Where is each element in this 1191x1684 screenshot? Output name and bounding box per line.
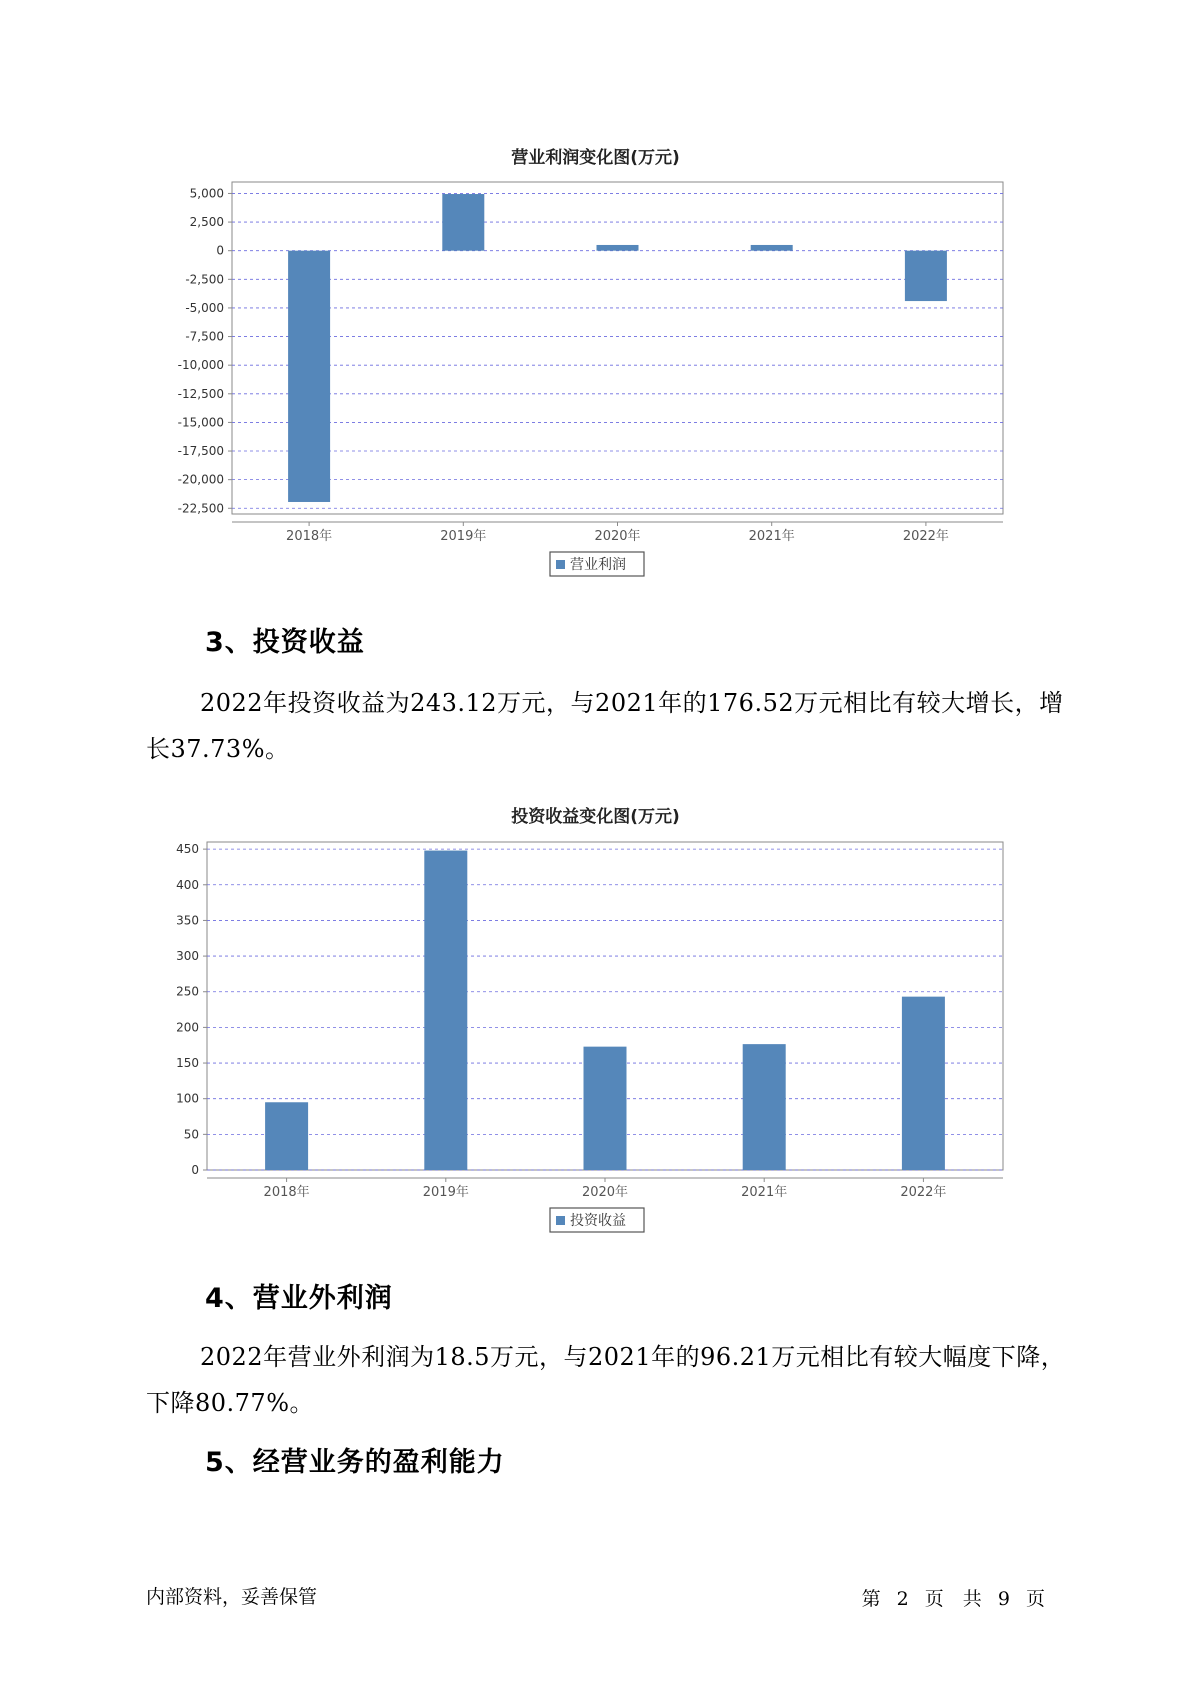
y-tick-label: 0 [191,1163,199,1177]
y-tick-label: 5,000 [189,186,224,201]
y-tick-label: -7,500 [185,329,224,344]
y-tick-label: 350 [176,913,199,928]
bar-2021年 [743,1044,786,1170]
y-tick-label: 250 [176,984,199,999]
footer-current-page: 2 [896,1588,909,1610]
y-tick-label: 200 [176,1020,199,1035]
bar-2021年 [751,245,793,251]
x-tick-label: 2022年 [902,529,949,544]
chart-title-investment-income: 投资收益变化图(万元) [511,807,680,827]
bar-2020年 [597,245,639,251]
legend-label: 投资收益 [570,1213,626,1229]
bar-2020年 [584,1047,627,1170]
x-tick-label: 2018年 [286,529,333,544]
y-tick-label: 450 [176,842,199,857]
section-4-paragraph: 2022年营业外利润为18.5万元，与2021年的96.21万元相比有较大幅度下降，下降80.77%。 [146,1343,1066,1417]
y-tick-label: -5,000 [185,300,224,315]
footer-confidential-note: 内部资料，妥善保管 [146,1586,318,1608]
y-tick-label: -2,500 [185,272,224,287]
y-tick-label: -10,000 [177,358,224,373]
y-tick-label: 300 [176,949,199,964]
bar-2019年 [424,851,467,1170]
section-3-heading: 3、投资收益 [205,627,365,658]
investment-income-chart [0,830,1191,1250]
bar-2022年 [905,251,947,301]
footer-page-suffix: 页 [1025,1588,1045,1610]
y-tick-label: -12,500 [177,386,224,401]
section-5-heading: 5、经营业务的盈利能力 [205,1447,505,1478]
x-tick-label: 2022年 [900,1185,947,1200]
footer-page-number [856,1584,1045,1611]
chart-title-operating-profit: 营业利润变化图(万元) [511,148,680,168]
bar-2018年 [265,1102,308,1170]
bar-2022年 [902,997,945,1170]
y-tick-label: -15,000 [177,415,224,430]
x-tick-label: 2019年 [440,529,487,544]
footer-page-prefix: 第 [861,1588,881,1610]
footer-page-mid: 页 共 [924,1588,982,1610]
x-tick-label: 2021年 [741,1185,788,1200]
y-tick-label: 100 [176,1091,199,1106]
legend-label: 营业利润 [570,557,626,573]
x-tick-label: 2019年 [422,1185,469,1200]
bar-2019年 [442,194,484,251]
section-4-heading: 4、营业外利润 [205,1283,393,1314]
x-tick-label: 2020年 [581,1185,629,1200]
y-tick-label: 400 [176,877,199,892]
bar-2018年 [288,251,330,502]
operating-profit-chart [0,170,1191,590]
y-tick-label: -17,500 [177,444,224,459]
y-tick-label: 2,500 [189,215,224,230]
section-3-paragraph: 2022年投资收益为243.12万元，与2021年的176.52万元相比有较大增长，增长37.73%。 [146,689,1064,763]
y-tick-label: -22,500 [177,501,224,516]
x-tick-label: 2018年 [263,1185,310,1200]
legend-swatch [556,1216,565,1225]
plot-area [232,182,1003,514]
footer-total-pages: 9 [997,1588,1010,1610]
legend-swatch [556,560,565,569]
y-tick-label: 50 [183,1127,199,1142]
y-tick-label: 150 [176,1056,199,1071]
x-tick-label: 2020年 [594,529,641,544]
y-tick-label: 0 [216,243,224,258]
x-tick-label: 2021年 [748,529,795,544]
y-tick-label: -20,000 [177,472,224,487]
